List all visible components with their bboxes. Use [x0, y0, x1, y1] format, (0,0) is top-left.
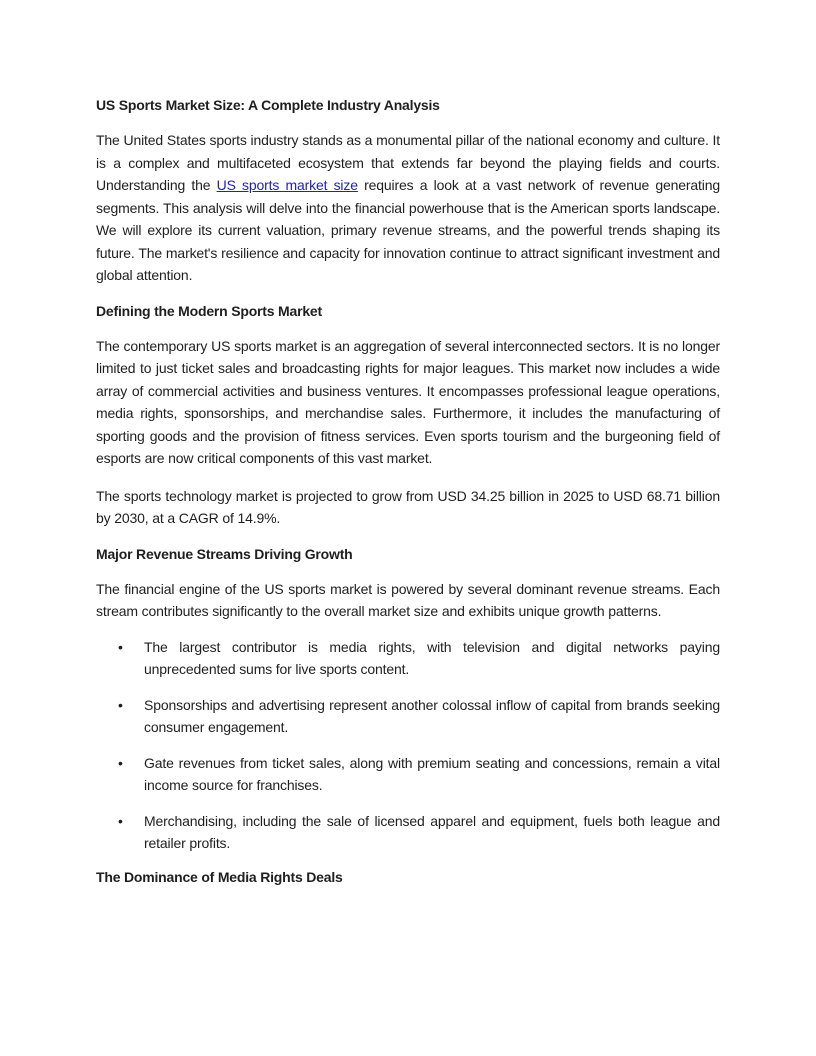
bullet-icon: • [118, 696, 123, 713]
list-item-text: Merchandising, including the sale of licensed apparel and equipment, fuels both league and retailer profits. [144, 812, 720, 851]
bullet-icon: • [118, 638, 123, 655]
list-item [96, 810, 720, 855]
list-item-text: Sponsorships and advertising represent another colossal inflow of capital from brands seeking consumer engagement. [144, 696, 720, 735]
list-item [96, 694, 720, 739]
list-item [96, 636, 720, 681]
document-page [96, 96, 720, 886]
list-item-text: Gate revenues from ticket sales, along with premium seating and concessions, remain a vital income source for franchises. [144, 754, 720, 793]
revenue-streams-list [96, 636, 720, 855]
intro-text-after-link: requires a look at a vast network of revenue generating segments. This analysis will delve into the financial powerhouse that is the American sports landscape. We will explore its current valuation, primary revenue streams, and the powerful trends shaping its future. The market's resilience and capacity for innovation continue to attract significant investment and global attention. [96, 177, 721, 283]
intro-text-before-link: The United States sports industry stands as a monumental pillar of the national economy and culture. It is a complex and multifaceted ecosystem that extends far beyond the playing fields and courts. Understanding the [96, 132, 720, 193]
bullet-icon: • [118, 754, 123, 771]
revenue-streams-paragraph: The financial engine of the US sports market is powered by several dominant revenue streams. Each stream contributes significantly to the overall market size and exhibits unique growth patterns. [96, 580, 720, 619]
section-heading-media-rights: The Dominance of Media Rights Deals [96, 868, 343, 885]
intro-paragraph [96, 129, 720, 287]
sports-technology-paragraph: The sports technology market is projected to grow from USD 34.25 billion in 2025 to USD 68.71 billion by 2030, at a CAGR of 14.9%. [96, 487, 720, 526]
section-heading-defining-market: Defining the Modern Sports Market [96, 302, 322, 319]
bullet-icon: • [118, 812, 123, 829]
list-item-text: The largest contributor is media rights, with television and digital networks paying unprecedented sums for live sports content. [144, 638, 720, 677]
us-sports-market-size-link[interactable]: US sports market size [216, 177, 358, 193]
section-heading-revenue-streams: Major Revenue Streams Driving Growth [96, 545, 353, 562]
list-item [96, 752, 720, 797]
defining-market-paragraph: The contemporary US sports market is an aggregation of several interconnected sectors. It is no longer limited to just ticket sales and broadcasting rights for major leagues. This market now includes a wide array of commercial activities and business ventures. It encompasses professional league operations, media rights, sponsorships, and merchandise sales. Furthermore, it includes the manufacturing of sporting goods and the provision of fitness services. Even sports tourism and the burgeoning field of esports are now critical components of this vast market. [96, 337, 720, 466]
document-title: US Sports Market Size: A Complete Industry Analysis [96, 97, 440, 113]
